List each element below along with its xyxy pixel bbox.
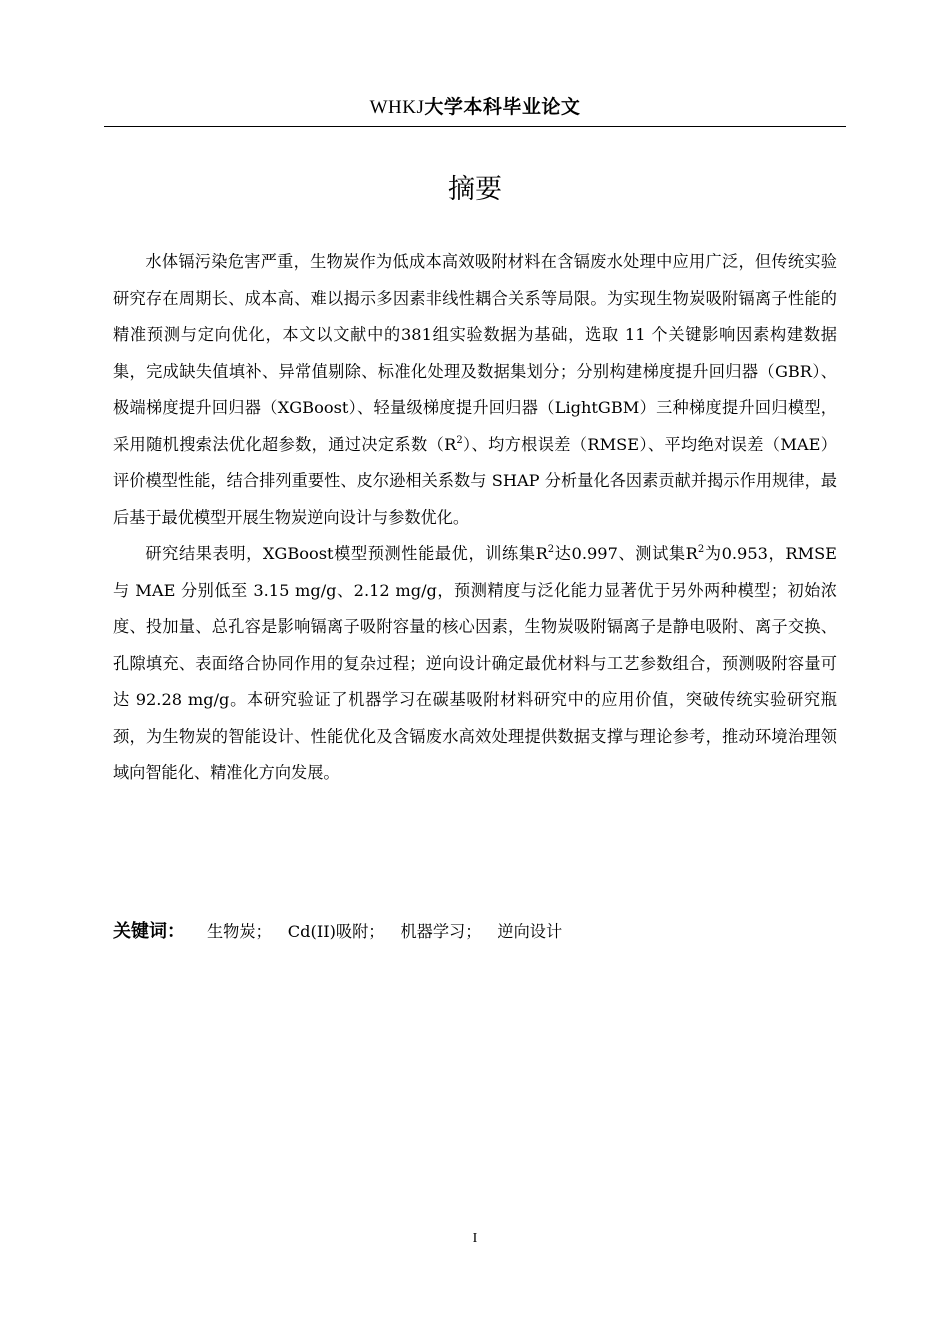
paragraph-1-text-b: ）、均方根误差（RMSE）、平均绝对误差（MAE）评价模型性能，结合排列重要性、皮尔逊相关系数与 SHAP 分析量化各因素贡献并揭示作用规律，最后基于最优模型开展生物炭逆向设计与参数优化。	[113, 434, 837, 527]
keyword-item: 生物炭；	[207, 922, 272, 941]
abstract-title: 摘要	[448, 174, 502, 205]
header-divider	[104, 126, 846, 127]
keyword-item: 逆向设计	[497, 922, 563, 941]
keywords-line	[113, 914, 837, 950]
keyword-item: Cd(II)吸附；	[287, 922, 385, 941]
abstract-body	[113, 244, 837, 792]
header-university-code: WHKJ	[369, 97, 425, 118]
abstract-paragraph-1	[113, 244, 837, 536]
superscript-2: 2	[697, 544, 705, 555]
page-number: I	[472, 1231, 478, 1246]
paragraph-2-text-b: 达0.997、测试集R	[554, 544, 698, 563]
superscript-2: 2	[547, 544, 555, 555]
keyword-item: 机器学习；	[400, 922, 482, 941]
superscript-2: 2	[456, 434, 463, 446]
paragraph-2-text-a: 研究结果表明，XGBoost模型预测性能最优，训练集R	[145, 544, 548, 563]
keywords-label: 关键词：	[113, 921, 185, 942]
paragraph-1-text-a: 水体镉污染危害严重，生物炭作为低成本高效吸附材料在含镉废水处理中应用广泛，但传统实验研究存在周期长、成本高、难以揭示多因素非线性耦合关系等局限。为实现生物炭吸附镉离子性能的精准预测与定向优化，本文以文献中的381组实验数据为基础，选取 11 个关键影响因素构建数据集，完成缺失值填补、异常值剔除、标准化处理及数据集划分；分别构建梯度提升回归器（GBR）、极端梯度提升回归器（XGBoost）、轻量级梯度提升回归器（LightGBM）三种梯度提升回归模型，采用随机搜索法优化超参数，通过决定系数（R	[113, 252, 837, 454]
header-thesis-label: 大学本科毕业论文	[424, 96, 581, 118]
paragraph-2-text-c: 为0.953，RMSE 与 MAE 分别低至 3.15 mg/g、2.12 mg/g，预测精度与泛化能力显著优于另外两种模型；初始浓度、投加量、总孔容是影响镉离子吸附容量的核心因素，生物炭吸附镉离子是静电吸附、离子交换、孔隙填充、表面络合协同作用的复杂过程；逆向设计确定最优材料与工艺参数组合，预测吸附容量可达 92.28 mg/g。本研究验证了机器学习在碳基吸附材料研究中的应用价值，突破传统实验研究瓶颈，为生物炭的智能设计、性能优化及含镉废水高效处理提供数据支撑与理论参考，推动环境治理领域向智能化、精准化方向发展。	[113, 544, 838, 782]
running-header	[0, 94, 950, 121]
abstract-paragraph-2	[113, 536, 837, 792]
